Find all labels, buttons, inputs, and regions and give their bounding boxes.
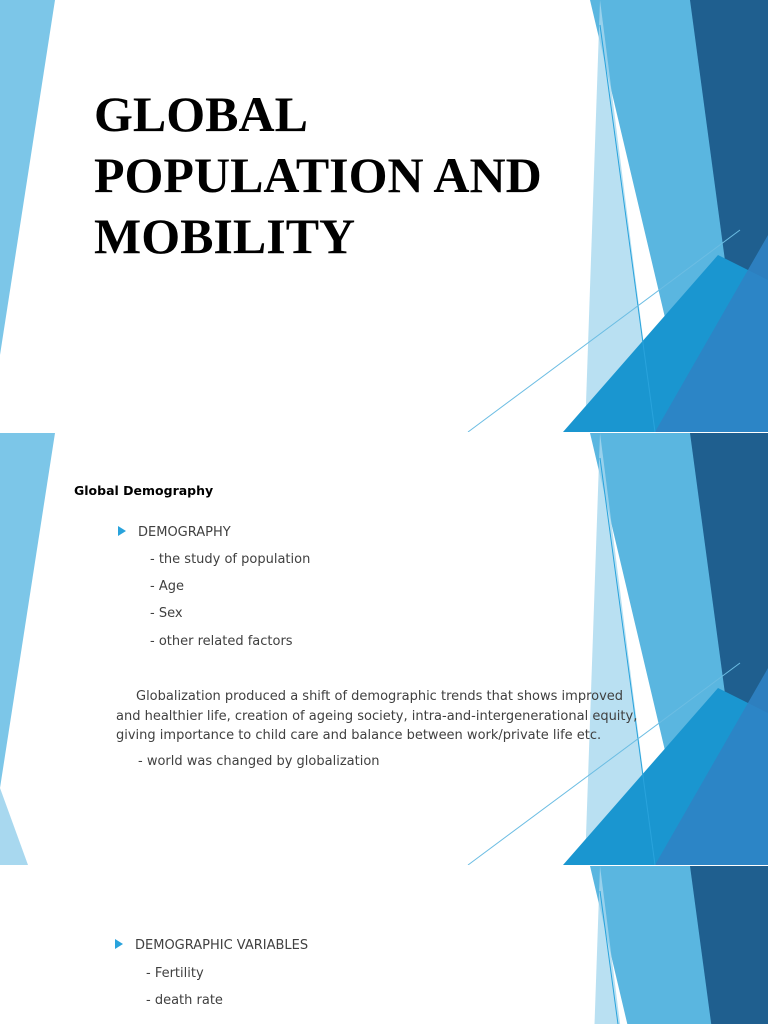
left-edge-shape (0, 0, 55, 355)
title-line: POPULATION AND (94, 147, 542, 203)
left-edge-shape-lower (0, 788, 28, 865)
bullet-item (135, 938, 308, 953)
note-line: - world was changed by globalization (138, 754, 380, 769)
sub-item: - death rate (146, 993, 223, 1008)
bullet-arrow-icon (118, 526, 126, 536)
title-line: GLOBAL (94, 86, 308, 142)
sub-item: - Age (150, 579, 184, 594)
left-edge-shape (0, 433, 55, 788)
bullet-item (138, 525, 231, 540)
demography-slide (0, 433, 768, 865)
sub-item: - the study of population (150, 552, 311, 567)
slide-title (94, 84, 542, 267)
bullet-arrow-icon (115, 939, 123, 949)
sub-item: - other related factors (150, 634, 293, 649)
body-paragraph: Globalization produced a shift of demographic trends that shows improved and healthier life, creation of ageing society, intra-and-intergenerational equity, giving importance to child care and balance between work/private life etc. (116, 689, 638, 743)
bullet-label: DEMOGRAPHIC VARIABLES (135, 938, 309, 953)
title-line: MOBILITY (94, 208, 356, 264)
bullet-label: DEMOGRAPHY (138, 525, 231, 540)
title-slide (0, 0, 768, 432)
variables-slide (0, 866, 768, 1024)
sub-item: - Fertility (146, 966, 204, 981)
sub-item: - Sex (150, 606, 183, 621)
slide-heading: Global Demography (74, 483, 214, 498)
